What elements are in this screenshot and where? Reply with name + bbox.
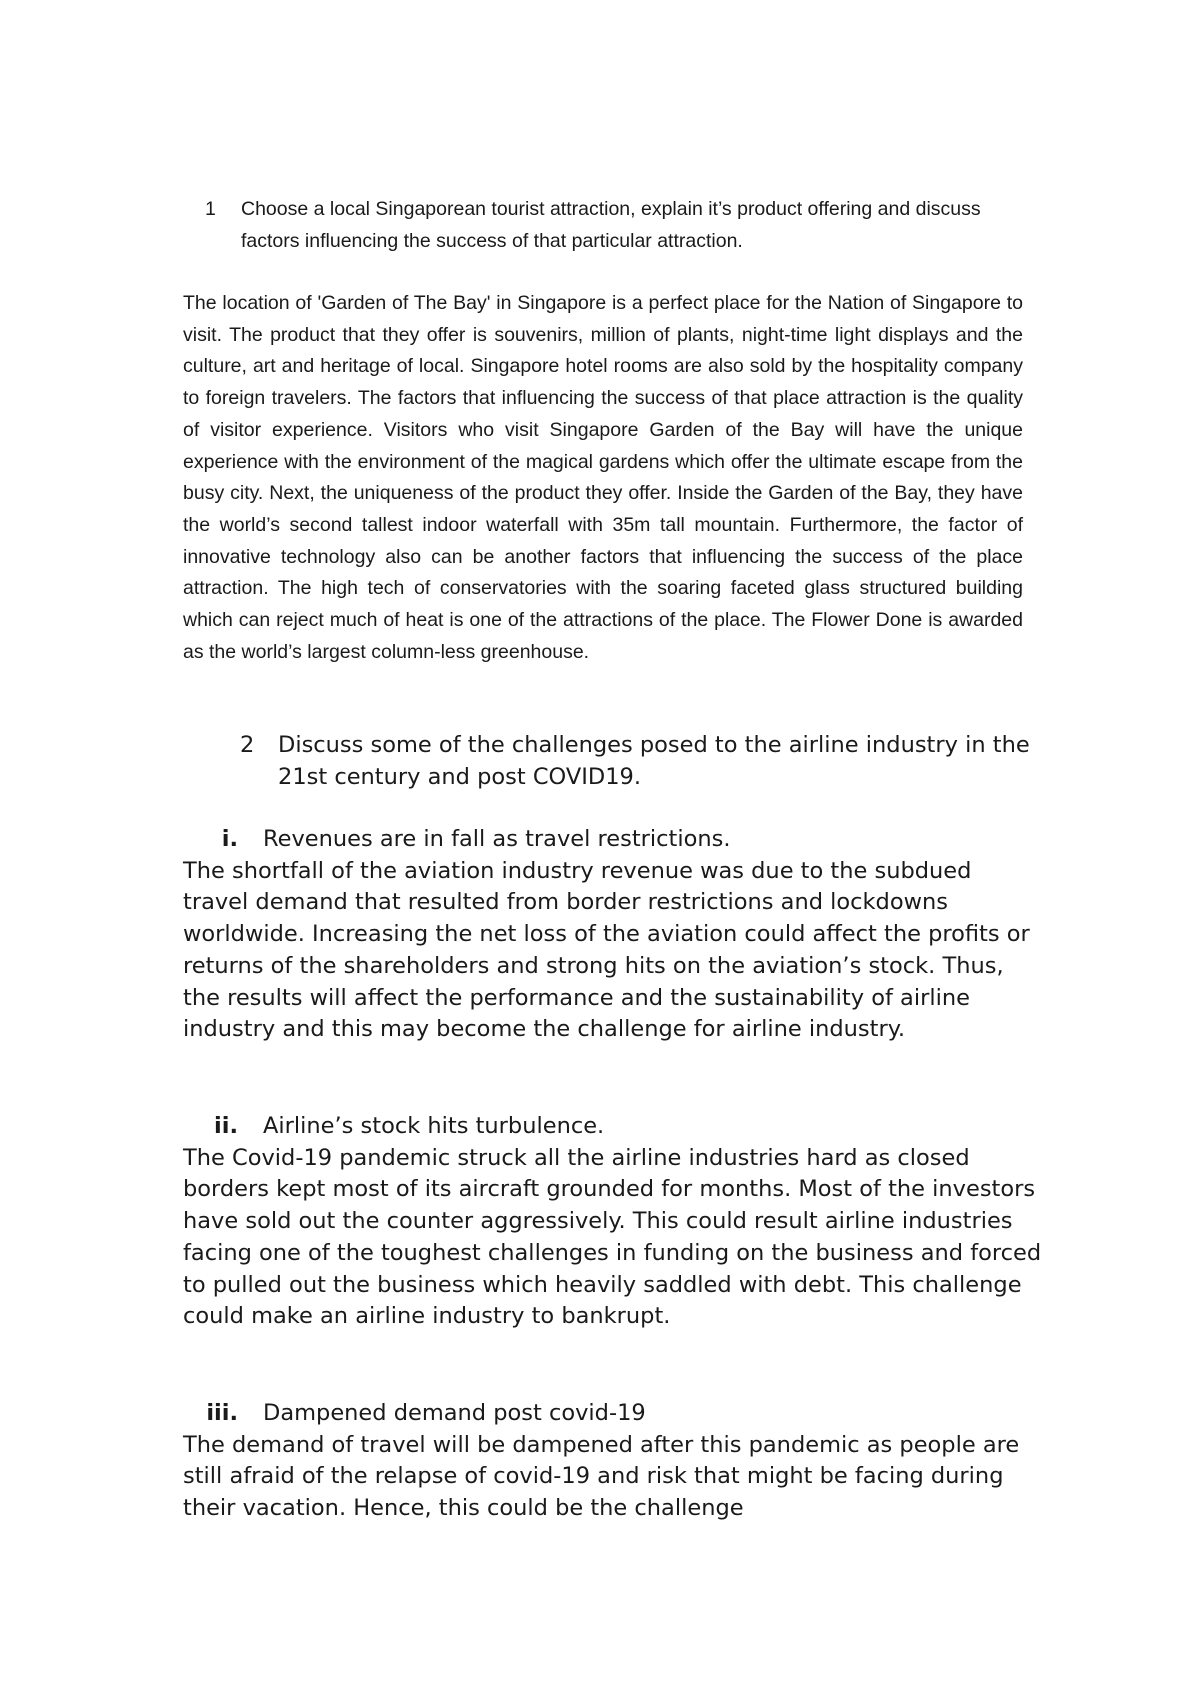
section-ii-title: Airline’s stock hits turbulence.	[263, 1113, 605, 1139]
question-2-text: Discuss some of the challenges posed to the airline industry in the 21st century and post COVID19.	[278, 732, 1030, 790]
section-i-numeral: i.	[221, 826, 238, 852]
question-2-number: 2	[240, 732, 255, 758]
answer-1-paragraph: The location of 'Garden of The Bay' in Singapore is a perfect place for the Nation of Singapore to visit. The product that they offer is souvenirs, million of plants, night-time light displays and the culture, art and heritage of local. Singapore hotel rooms are also sold by the hospitality company to foreign travelers. The factors that influencing the success of that place attraction is the quality of visitor experience. Visitors who visit Singapore Garden of the Bay will have the unique experience with the environment of the magical gardens which offer the ultimate escape from the busy city. Next, the uniqueness of the product they offer. Inside the Garden of the Bay, they have the world’s second tallest indoor waterfall with 35m tall mountain. Furthermore, the factor of innovative technology also can be another factors that influencing the success of the place attraction. The high tech of conservatories with the soaring faceted glass structured building which can reject much of heat is one of the attractions of the place. The Flower Done is awarded as the world’s largest column-less greenhouse.	[183, 292, 1023, 663]
question-2	[240, 730, 1030, 793]
section-iii-numeral: iii.	[206, 1400, 238, 1426]
section-iii-title: Dampened demand post covid-19	[263, 1400, 646, 1426]
question-1-text: Choose a local Singaporean tourist attraction, explain it’s product offering and discuss factors influencing the success of that particular attraction.	[241, 198, 981, 252]
section-ii-heading	[183, 1111, 1043, 1143]
question-1-number: 1	[205, 198, 216, 220]
section-ii	[183, 1111, 1043, 1333]
question-1	[205, 193, 1025, 257]
section-i-heading	[183, 824, 1043, 856]
section-iii-body: The demand of travel will be dampened after this pandemic as people are still afraid of the relapse of covid-19 and risk that might be facing during their vacation. Hence, this could be the challenge	[183, 1431, 1020, 1522]
section-i-body: The shortfall of the aviation industry revenue was due to the subdued travel demand that resulted from border restrictions and lockdowns worldwide. Increasing the net loss of the aviation could affect the profits or returns of the shareholders and strong hits on the aviation’s stock. Thus, the results will affect the performance and the sustainability of airline industry and this may become the challenge for airline industry.	[183, 857, 1030, 1043]
section-ii-numeral: ii.	[214, 1113, 238, 1139]
section-ii-body: The Covid-19 pandemic struck all the airline industries hard as closed borders kept most of its aircraft grounded for months. Most of the investors have sold out the counter aggressively. This could result airline industries facing one of the toughest challenges in funding on the business and forced to pulled out the business which heavily saddled with debt. This challenge could make an airline industry to bankrupt.	[183, 1144, 1042, 1330]
section-i-title: Revenues are in fall as travel restrictions.	[263, 826, 731, 852]
section-iii-heading	[183, 1398, 1043, 1430]
section-i	[183, 824, 1043, 1046]
section-iii	[183, 1398, 1043, 1525]
